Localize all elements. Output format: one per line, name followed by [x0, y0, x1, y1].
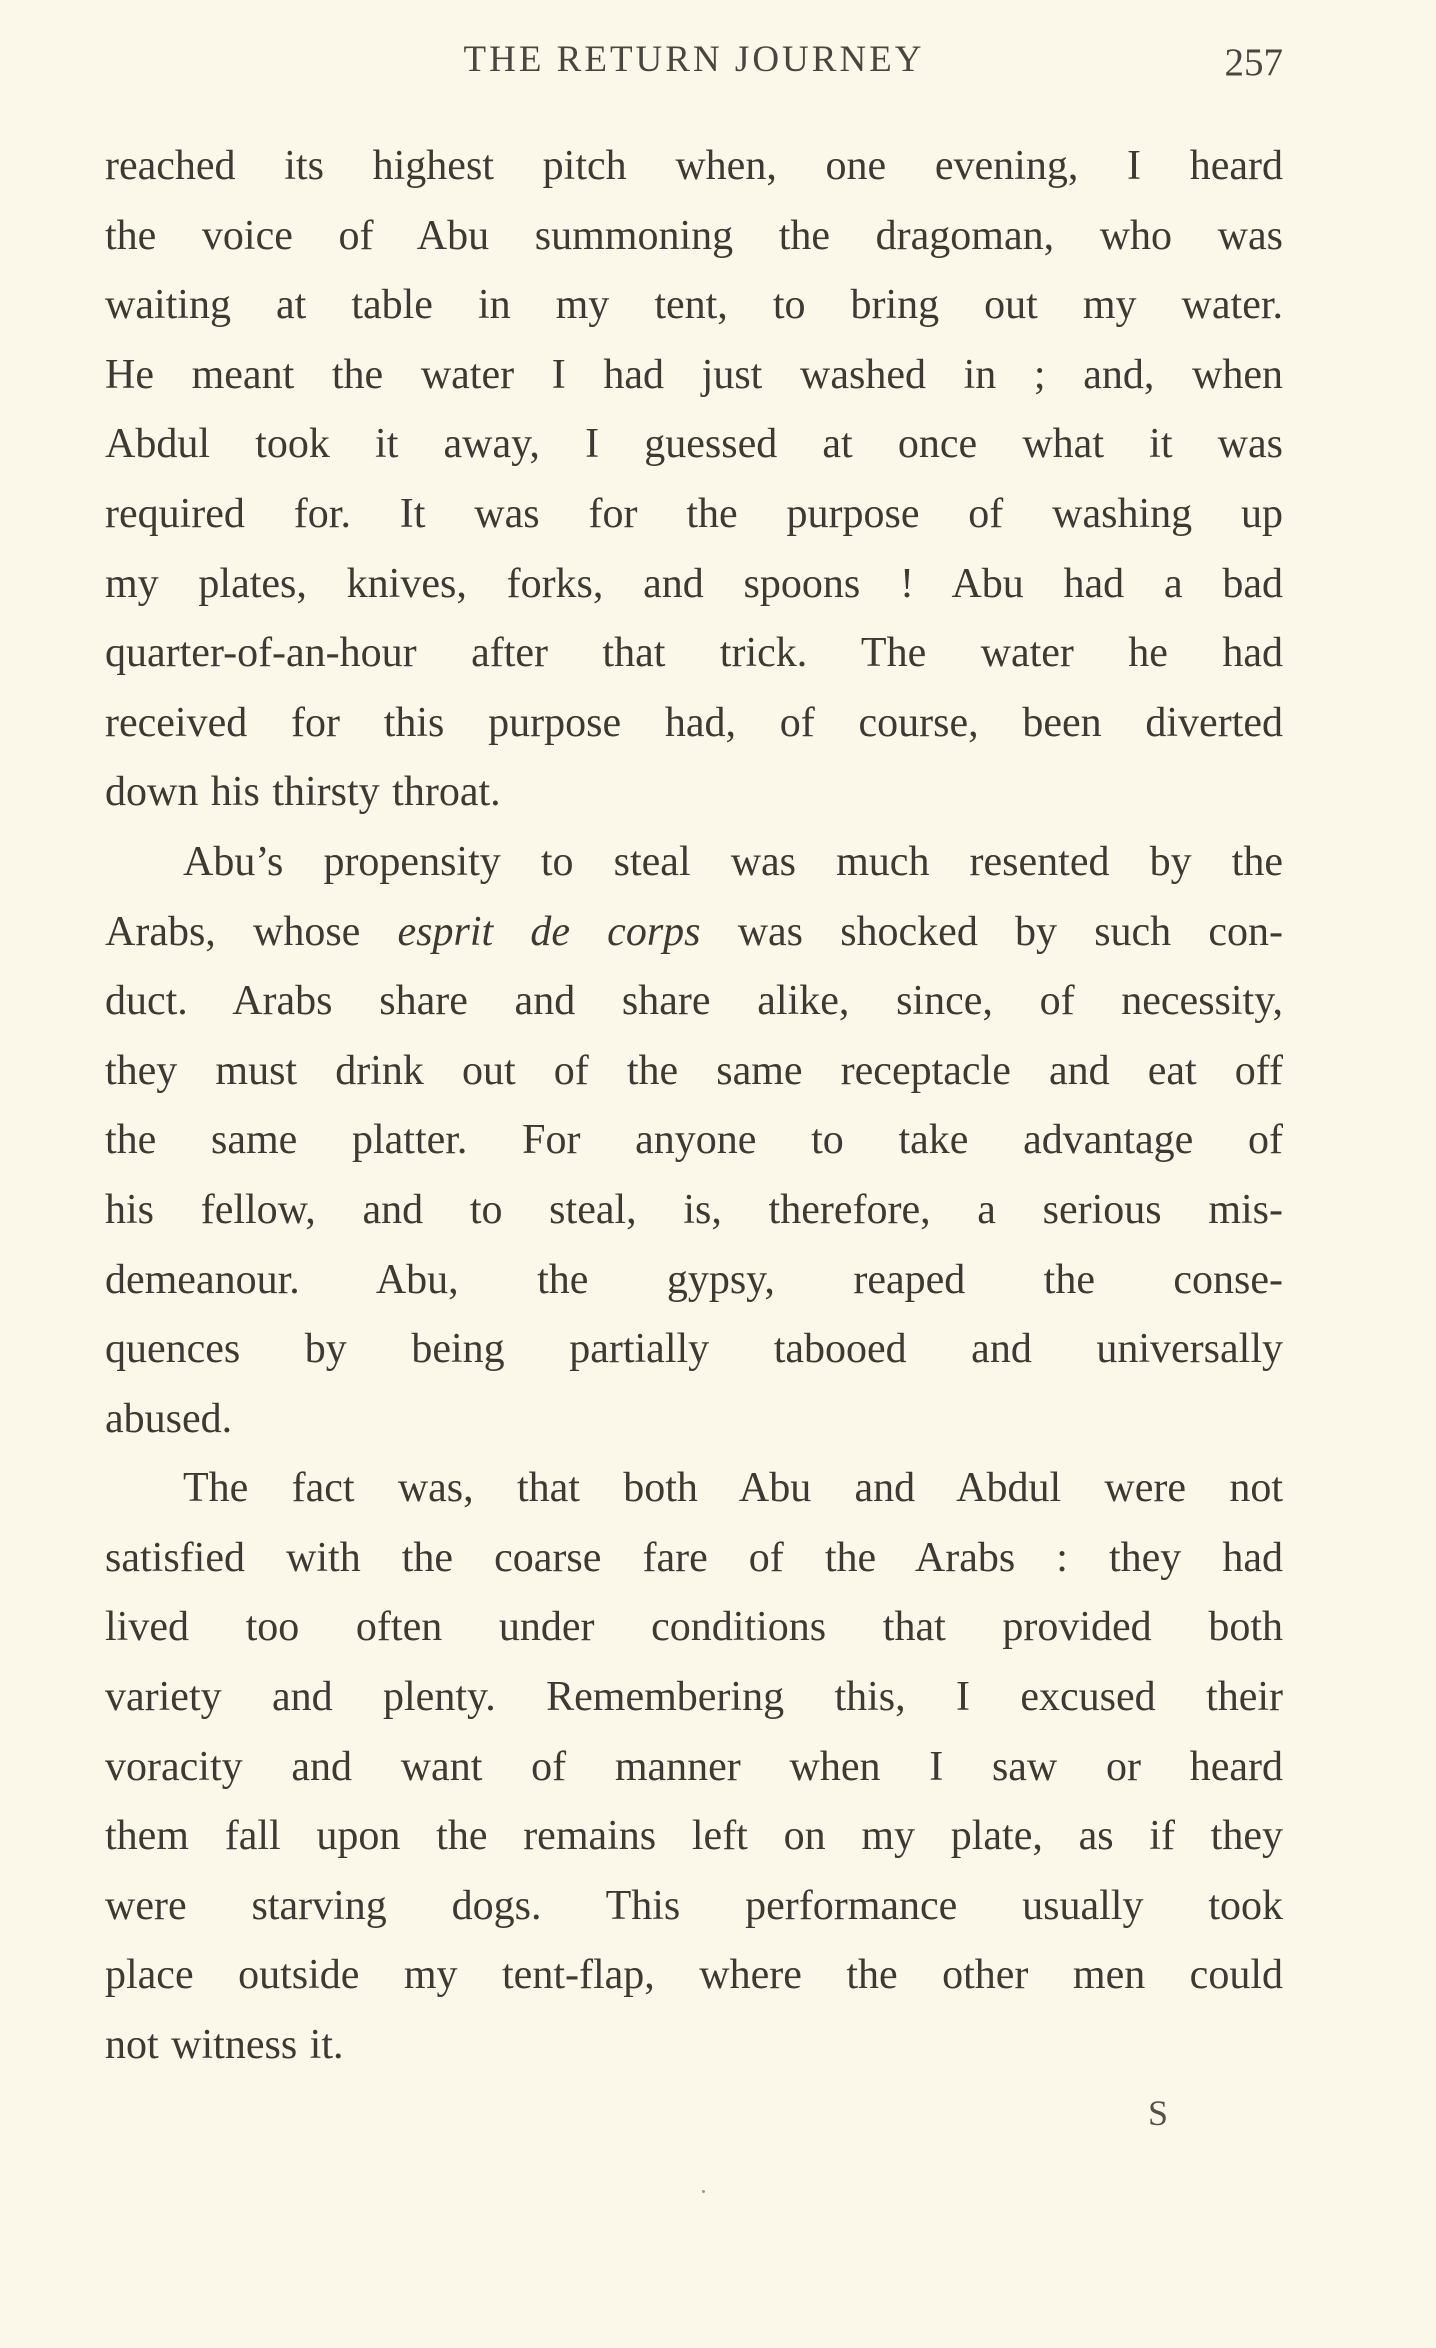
- text-line: satisfied with the coarse fare of the Arabs : they had: [105, 1534, 1283, 1581]
- text-line: his fellow, and to steal, is, therefore, a serious mis-: [105, 1186, 1283, 1233]
- text-line: Abdul took it away, I guessed at once what it was: [105, 421, 1283, 468]
- text-segment: was shocked by such con-: [700, 908, 1283, 955]
- body-text: [105, 132, 1283, 2081]
- page-header: [105, 38, 1283, 88]
- paper-speck: [702, 2190, 705, 2193]
- text-line: voracity and want of manner when I saw or heard: [105, 1743, 1283, 1790]
- text-line: lived too often under conditions that provided both: [105, 1604, 1283, 1651]
- text-line: received for this purpose had, of course, been diverted: [105, 699, 1283, 746]
- text-line: down his thirsty throat.: [105, 769, 501, 816]
- text-line: required for. It was for the purpose of washing up: [105, 490, 1283, 537]
- text-line: abused.: [105, 1395, 233, 1442]
- signature-mark: S: [1148, 2093, 1169, 2133]
- text-line: quarter-of-an-hour after that trick. The water he had: [105, 630, 1283, 677]
- page-number: 257: [1224, 41, 1283, 84]
- text-line: were starving dogs. This performance usually took: [105, 1882, 1283, 1929]
- text-line: demeanour. Abu, the gypsy, reaped the conse-: [105, 1256, 1283, 1303]
- text-line: not witness it.: [105, 2022, 344, 2069]
- italic-phrase: esprit de corps: [397, 908, 701, 955]
- text-line: Abu’s propensity to steal was much resented by the: [183, 838, 1283, 885]
- text-line: my plates, knives, forks, and spoons ! Abu had a bad: [105, 560, 1283, 607]
- text-line: they must drink out of the same receptacle and eat off: [105, 1047, 1283, 1094]
- text-line: variety and plenty. Remembering this, I excused their: [105, 1674, 1283, 1721]
- text-line: the same platter. For anyone to take advantage of: [105, 1117, 1283, 1164]
- text-line-with-italic: [105, 898, 1283, 968]
- text-line: the voice of Abu summoning the dragoman, who was: [105, 212, 1283, 259]
- text-line: quences by being partially tabooed and universally: [105, 1326, 1283, 1373]
- text-line: them fall upon the remains left on my plate, as if they: [105, 1813, 1283, 1860]
- text-line: He meant the water I had just washed in ; and, when: [105, 351, 1283, 398]
- text-line: duct. Arabs share and share alike, since, of necessity,: [105, 978, 1283, 1025]
- text-segment: Arabs, whose: [105, 908, 398, 955]
- running-title: THE RETURN JOURNEY: [463, 39, 925, 80]
- text-line: waiting at table in my tent, to bring out my water.: [105, 282, 1283, 329]
- text-line: The fact was, that both Abu and Abdul were not: [183, 1465, 1283, 1512]
- text-line: place outside my tent-flap, where the other men could: [105, 1952, 1283, 1999]
- text-line: reached its highest pitch when, one evening, I heard: [105, 143, 1283, 189]
